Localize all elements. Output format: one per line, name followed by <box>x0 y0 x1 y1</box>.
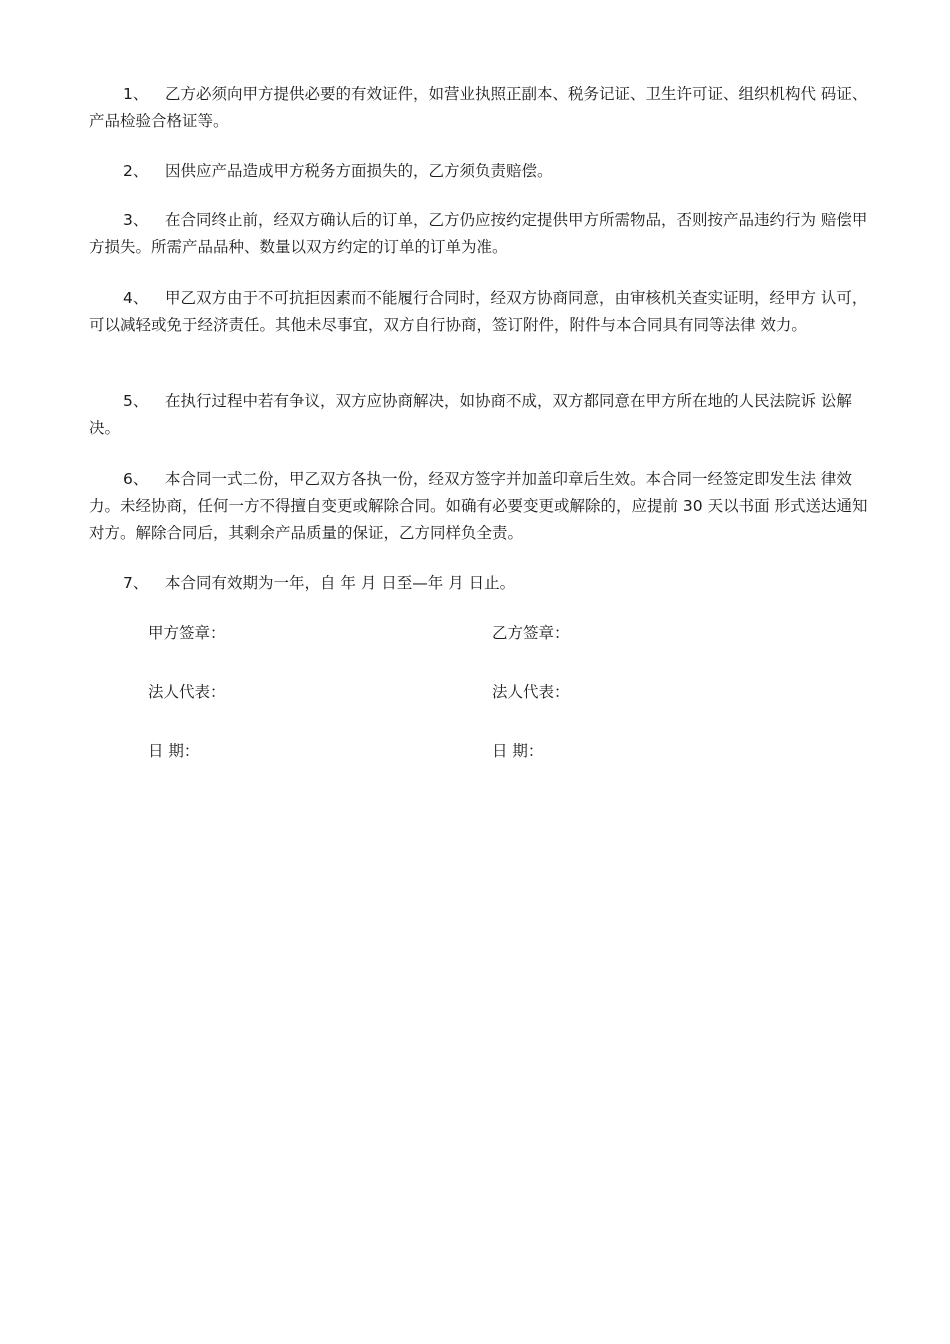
clause-number: 6、 <box>123 470 149 488</box>
clause-text: 在执行过程中若有争议，双方应协商解决，如协商不成，双方都同意在甲方所在地的人民法院诉 讼解决。 <box>89 392 852 437</box>
clause-2 <box>89 158 869 185</box>
clause-text: 在合同终止前，经双方确认后的订单，乙方仍应按约定提供甲方所需物品，否则按产品违约行为 赔偿甲方损失。所需产品品种、数量以双方约定的订单的订单为准。 <box>89 211 868 256</box>
clause-number: 4、 <box>123 289 149 307</box>
clause-text: 甲乙双方由于不可抗拒因素而不能履行合同时，经双方协商同意，由审核机关查实证明，经甲方 认可，可以减轻或免于经济责任。其他未尽事宜，双方自行协商，签订附件，附件与本合同具有同等法律 效力。 <box>89 289 868 334</box>
clause-number: 7、 <box>123 574 149 592</box>
clause-text: 本合同有效期为一年，自 年 月 日至—年 月 日止。 <box>165 574 516 592</box>
clause-4 <box>89 285 869 339</box>
clause-7 <box>89 570 869 597</box>
clause-text: 因供应产品造成甲方税务方面损失的，乙方须负责赔偿。 <box>165 162 553 180</box>
clause-5 <box>89 388 869 442</box>
party-b-date-label: 日 期： <box>492 742 544 760</box>
clause-6 <box>89 466 869 547</box>
clause-text: 乙方必须向甲方提供必要的有效证件，如营业执照正副本、税务记证、卫生许可证、组织机构代 码证、产品检验合格证等。 <box>89 85 868 130</box>
clause-number: 1、 <box>123 85 149 103</box>
party-b-seal-label: 乙方签章： <box>492 624 570 642</box>
party-a-representative-label: 法人代表： <box>148 683 226 701</box>
clause-number: 5、 <box>123 392 149 410</box>
clause-3 <box>89 207 869 261</box>
clause-1 <box>89 81 869 135</box>
party-a-date-label: 日 期： <box>148 742 200 760</box>
clause-text: 本合同一式二份，甲乙双方各执一份，经双方签字并加盖印章后生效。本合同一经签定即发生法 律效力。未经协商，任何一方不得擅自变更或解除合同。如确有必要变更或解除的，应提前 30 天以书面 形式送达通知对方。解除合同后，其剩余产品质量的保证，乙方同样负全责。 <box>89 470 868 542</box>
clause-number: 3、 <box>123 211 149 229</box>
clause-number: 2、 <box>123 162 149 180</box>
party-a-seal-label: 甲方签章： <box>148 624 226 642</box>
party-b-representative-label: 法人代表： <box>492 683 570 701</box>
